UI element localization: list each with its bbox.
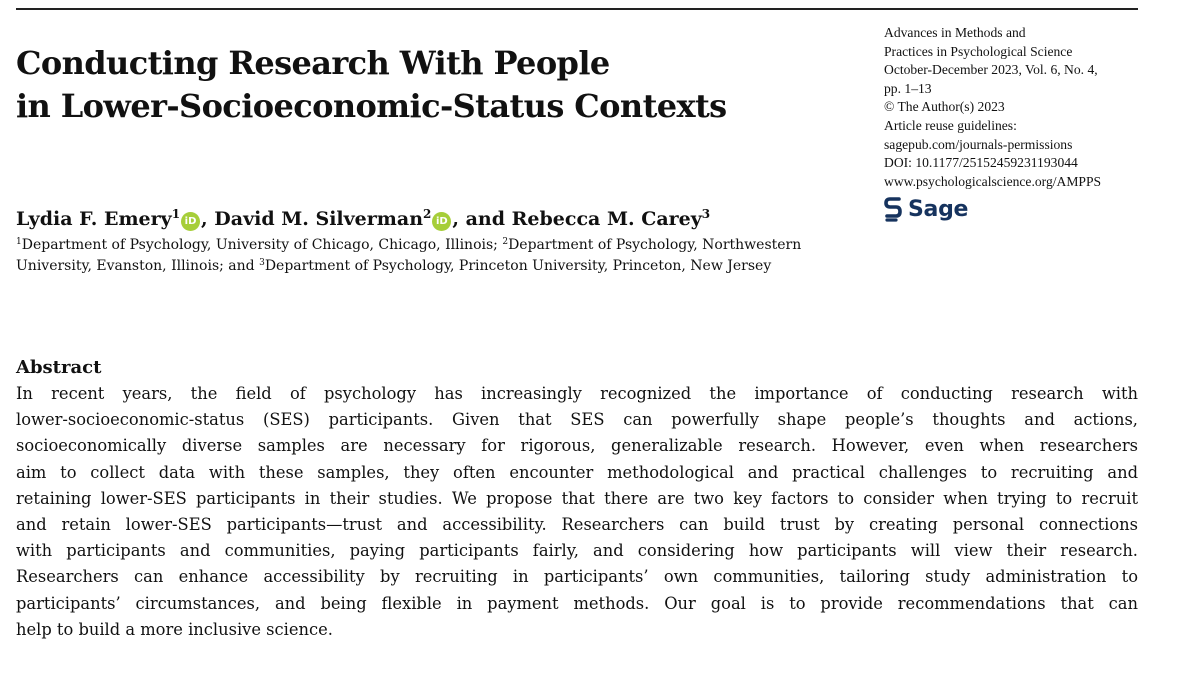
sage-s-icon [884, 196, 902, 222]
affiliation-text: Department of Psychology, Northwestern [508, 237, 802, 253]
affiliation-line [16, 235, 896, 256]
top-rule [16, 8, 1138, 10]
abstract-line: retaining lower-SES participants in their studies. We propose that there are two key factors to consider when trying to recruit [16, 488, 1138, 508]
author-list [16, 206, 710, 232]
journal-issue: October-December 2023, Vol. 6, No. 4, [884, 62, 1098, 78]
orcid-icon[interactable]: iD [432, 212, 451, 231]
reuse-guidelines-label: Article reuse guidelines: [884, 117, 1017, 133]
journal-info [884, 24, 1184, 191]
sage-logo-text: Sage [908, 196, 969, 222]
abstract-line: lower-socioeconomic-status (SES) participants. Given that SES can powerfully shape people’s thoughts and actions, [16, 410, 1138, 430]
article-title [16, 42, 816, 128]
abstract-line: Researchers can enhance accessibility by recruiting in participants’ own communities, tailoring study administration to [16, 567, 1138, 587]
journal-name-line: Advances in Methods and [884, 25, 1026, 40]
affiliation-text: University, Evanston, Illinois; and [16, 258, 260, 274]
journal-name-line: Practices in Psychological Science [884, 43, 1073, 59]
author-separator: , [201, 208, 215, 230]
abstract-line: help to build a more inclusive science. [16, 619, 333, 639]
abstract-line: aim to collect data with these samples, they often encounter methodological and practical challenges to recruiting and [16, 462, 1138, 482]
abstract-heading: Abstract [16, 357, 102, 378]
title-line: in Lower-Socioeconomic-Status Contexts [16, 87, 727, 125]
author-name: David M. Silverman [214, 208, 424, 230]
abstract-body [16, 381, 1138, 643]
reuse-guidelines-link[interactable]: sagepub.com/journals-permissions [884, 136, 1073, 152]
journal-url[interactable]: www.psychologicalscience.org/AMPPS [884, 173, 1102, 189]
doi[interactable]: DOI: 10.1177/25152459231193044 [884, 155, 1078, 171]
author-name: Lydia F. Emery [16, 208, 172, 230]
orcid-icon[interactable]: iD [181, 212, 200, 231]
affiliation-mark: 3 [259, 258, 265, 268]
affiliation-line [16, 256, 896, 277]
affiliation-mark: 1 [16, 237, 22, 247]
abstract-line: socioeconomically diverse samples are necessary for rigorous, generalizable research. However, even when researchers [16, 436, 1138, 456]
affiliation-text: Department of Psychology, Princeton University, Princeton, New Jersey [264, 258, 772, 274]
abstract-line: participants’ circumstances, and being flexible in payment methods. Our goal is to provide recommendations that can [16, 593, 1138, 613]
author-separator: , and [452, 208, 512, 230]
journal-pages: pp. 1–13 [884, 80, 932, 96]
affiliation-mark: 3 [701, 207, 711, 221]
abstract-line: In recent years, the field of psychology has increasingly recognized the importance of conducting research with [16, 384, 1138, 403]
author-name: Rebecca M. Carey [511, 208, 702, 230]
copyright: © The Author(s) 2023 [884, 99, 1005, 115]
abstract-line: with participants and communities, paying participants fairly, and considering how participants will view their research. [16, 541, 1138, 561]
abstract-line: and retain lower-SES participants—trust and accessibility. Researchers can build trust by creating personal connections [16, 514, 1138, 534]
affiliation-mark: 2 [502, 237, 509, 247]
sage-logo [884, 195, 968, 223]
affiliation-text: Department of Psychology, University of Chicago, Chicago, Illinois; [21, 237, 503, 253]
affiliation-mark: 2 [423, 207, 432, 221]
affiliations [16, 235, 896, 277]
affiliation-mark: 1 [171, 207, 181, 221]
title-line: Conducting Research With People [16, 44, 610, 82]
